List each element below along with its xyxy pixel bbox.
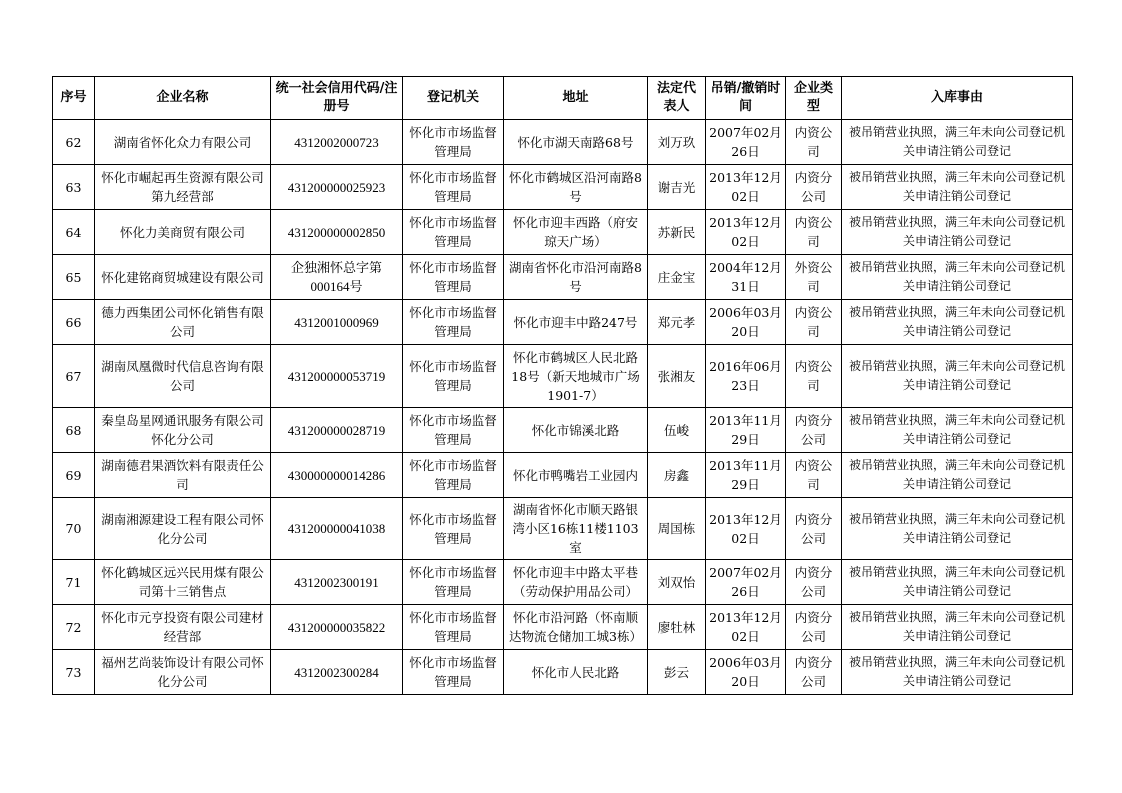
- company-name: 湖南德君果酒饮料有限责任公司: [95, 453, 271, 498]
- revoke-date: 2013年11月29日: [706, 408, 786, 453]
- legal-rep: 谢吉光: [648, 165, 706, 210]
- header-address: 地址: [504, 77, 648, 120]
- legal-rep: 庄金宝: [648, 255, 706, 300]
- company-name: 怀化鹤城区远兴民用煤有限公司第十三销售点: [95, 560, 271, 605]
- credit-code: 431200000035822: [271, 605, 403, 650]
- credit-code: 4312001000969: [271, 300, 403, 345]
- company-type: 内资公司: [786, 453, 842, 498]
- credit-code: 430000000014286: [271, 453, 403, 498]
- authority: 怀化市市场监督管理局: [403, 345, 504, 408]
- header-no: 序号: [53, 77, 95, 120]
- reason: 被吊销营业执照，满三年未向公司登记机关申请注销公司登记: [842, 650, 1073, 695]
- reason: 被吊销营业执照，满三年未向公司登记机关申请注销公司登记: [842, 345, 1073, 408]
- company-name: 湖南省怀化众力有限公司: [95, 120, 271, 165]
- company-type: 内资分公司: [786, 650, 842, 695]
- table-row: [53, 453, 1073, 498]
- legal-rep: 苏新民: [648, 210, 706, 255]
- legal-rep: 廖牡林: [648, 605, 706, 650]
- revoke-date: 2007年02月26日: [706, 120, 786, 165]
- legal-rep: 彭云: [648, 650, 706, 695]
- company-type: 内资分公司: [786, 498, 842, 560]
- credit-code: 4312002300284: [271, 650, 403, 695]
- row-no: 71: [53, 560, 95, 605]
- company-name: 秦皇岛星网通讯服务有限公司怀化分公司: [95, 408, 271, 453]
- company-type: 内资公司: [786, 210, 842, 255]
- company-name: 福州艺尚装饰设计有限公司怀化分公司: [95, 650, 271, 695]
- legal-rep: 张湘友: [648, 345, 706, 408]
- company-name: 怀化建铭商贸城建设有限公司: [95, 255, 271, 300]
- credit-code: 431200000053719: [271, 345, 403, 408]
- company-type: 内资分公司: [786, 560, 842, 605]
- legal-rep: 刘万玖: [648, 120, 706, 165]
- credit-code: 431200000041038: [271, 498, 403, 560]
- reason: 被吊销营业执照，满三年未向公司登记机关申请注销公司登记: [842, 165, 1073, 210]
- authority: 怀化市市场监督管理局: [403, 408, 504, 453]
- company-name: 怀化力美商贸有限公司: [95, 210, 271, 255]
- address: 怀化市鸭嘴岩工业园内: [504, 453, 648, 498]
- header-authority: 登记机关: [403, 77, 504, 120]
- table-row: [53, 345, 1073, 408]
- table-row: [53, 605, 1073, 650]
- reason: 被吊销营业执照，满三年未向公司登记机关申请注销公司登记: [842, 300, 1073, 345]
- company-name: 怀化市元亨投资有限公司建材经营部: [95, 605, 271, 650]
- reason: 被吊销营业执照，满三年未向公司登记机关申请注销公司登记: [842, 120, 1073, 165]
- revoke-date: 2013年12月02日: [706, 498, 786, 560]
- header-reason: 入库事由: [842, 77, 1073, 120]
- table-row: [53, 650, 1073, 695]
- address: 怀化市人民北路: [504, 650, 648, 695]
- address: 怀化市迎丰西路（府安琼天广场）: [504, 210, 648, 255]
- row-no: 68: [53, 408, 95, 453]
- address: 湖南省怀化市顺天路银湾小区16栋11楼1103室: [504, 498, 648, 560]
- address: 怀化市迎丰中路247号: [504, 300, 648, 345]
- credit-code: 431200000002850: [271, 210, 403, 255]
- revoke-date: 2013年12月02日: [706, 165, 786, 210]
- registry-table: [52, 76, 1073, 695]
- authority: 怀化市市场监督管理局: [403, 498, 504, 560]
- company-type: 内资分公司: [786, 408, 842, 453]
- table-row: [53, 498, 1073, 560]
- company-name: 湖南湘源建设工程有限公司怀化分公司: [95, 498, 271, 560]
- address: 怀化市沿河路（怀南顺达物流仓储加工城3栋）: [504, 605, 648, 650]
- revoke-date: 2013年12月02日: [706, 210, 786, 255]
- legal-rep: 周国栋: [648, 498, 706, 560]
- authority: 怀化市市场监督管理局: [403, 165, 504, 210]
- revoke-date: 2006年03月20日: [706, 300, 786, 345]
- company-name: 德力西集团公司怀化销售有限公司: [95, 300, 271, 345]
- authority: 怀化市市场监督管理局: [403, 210, 504, 255]
- header-company-type: 企业类型: [786, 77, 842, 120]
- revoke-date: 2016年06月23日: [706, 345, 786, 408]
- revoke-date: 2013年11月29日: [706, 453, 786, 498]
- row-no: 67: [53, 345, 95, 408]
- authority: 怀化市市场监督管理局: [403, 453, 504, 498]
- reason: 被吊销营业执照，满三年未向公司登记机关申请注销公司登记: [842, 498, 1073, 560]
- reason: 被吊销营业执照，满三年未向公司登记机关申请注销公司登记: [842, 560, 1073, 605]
- credit-code: 431200000025923: [271, 165, 403, 210]
- header-row: [53, 77, 1073, 120]
- reason: 被吊销营业执照，满三年未向公司登记机关申请注销公司登记: [842, 210, 1073, 255]
- row-no: 63: [53, 165, 95, 210]
- address: 怀化市锦溪北路: [504, 408, 648, 453]
- header-credit-code: 统一社会信用代码/注册号: [271, 77, 403, 120]
- revoke-date: 2004年12月31日: [706, 255, 786, 300]
- legal-rep: 房鑫: [648, 453, 706, 498]
- address: 怀化市鹤城区沿河南路8号: [504, 165, 648, 210]
- authority: 怀化市市场监督管理局: [403, 605, 504, 650]
- address: 怀化市湖天南路68号: [504, 120, 648, 165]
- reason: 被吊销营业执照，满三年未向公司登记机关申请注销公司登记: [842, 408, 1073, 453]
- table-row: [53, 408, 1073, 453]
- row-no: 70: [53, 498, 95, 560]
- company-type: 内资分公司: [786, 605, 842, 650]
- address: 怀化市鹤城区人民北路18号（新天地城市广场1901-7）: [504, 345, 648, 408]
- credit-code: 4312002300191: [271, 560, 403, 605]
- credit-code: 4312002000723: [271, 120, 403, 165]
- revoke-date: 2013年12月02日: [706, 605, 786, 650]
- legal-rep: 郑元孝: [648, 300, 706, 345]
- row-no: 66: [53, 300, 95, 345]
- table-row: [53, 210, 1073, 255]
- legal-rep: 刘双怡: [648, 560, 706, 605]
- table-row: [53, 560, 1073, 605]
- credit-code: 企独湘怀总字第000164号: [271, 255, 403, 300]
- authority: 怀化市市场监督管理局: [403, 300, 504, 345]
- row-no: 65: [53, 255, 95, 300]
- table-row: [53, 300, 1073, 345]
- reason: 被吊销营业执照，满三年未向公司登记机关申请注销公司登记: [842, 605, 1073, 650]
- address: 怀化市迎丰中路太平巷（劳动保护用品公司）: [504, 560, 648, 605]
- header-company-name: 企业名称: [95, 77, 271, 120]
- revoke-date: 2006年03月20日: [706, 650, 786, 695]
- reason: 被吊销营业执照，满三年未向公司登记机关申请注销公司登记: [842, 453, 1073, 498]
- header-legal-rep: 法定代表人: [648, 77, 706, 120]
- table-row: [53, 165, 1073, 210]
- credit-code: 431200000028719: [271, 408, 403, 453]
- legal-rep: 伍峻: [648, 408, 706, 453]
- header-revoke-date: 吊销/撤销时间: [706, 77, 786, 120]
- company-name: 湖南凤凰微时代信息咨询有限公司: [95, 345, 271, 408]
- company-type: 内资公司: [786, 345, 842, 408]
- company-type: 内资分公司: [786, 165, 842, 210]
- row-no: 69: [53, 453, 95, 498]
- authority: 怀化市市场监督管理局: [403, 255, 504, 300]
- table-row: [53, 255, 1073, 300]
- reason: 被吊销营业执照，满三年未向公司登记机关申请注销公司登记: [842, 255, 1073, 300]
- authority: 怀化市市场监督管理局: [403, 560, 504, 605]
- company-type: 外资公司: [786, 255, 842, 300]
- company-name: 怀化市崛起再生资源有限公司第九经营部: [95, 165, 271, 210]
- address: 湖南省怀化市沿河南路8号: [504, 255, 648, 300]
- company-type: 内资公司: [786, 300, 842, 345]
- row-no: 73: [53, 650, 95, 695]
- company-type: 内资公司: [786, 120, 842, 165]
- revoke-date: 2007年02月26日: [706, 560, 786, 605]
- row-no: 64: [53, 210, 95, 255]
- authority: 怀化市市场监督管理局: [403, 120, 504, 165]
- table-row: [53, 120, 1073, 165]
- authority: 怀化市市场监督管理局: [403, 650, 504, 695]
- row-no: 62: [53, 120, 95, 165]
- row-no: 72: [53, 605, 95, 650]
